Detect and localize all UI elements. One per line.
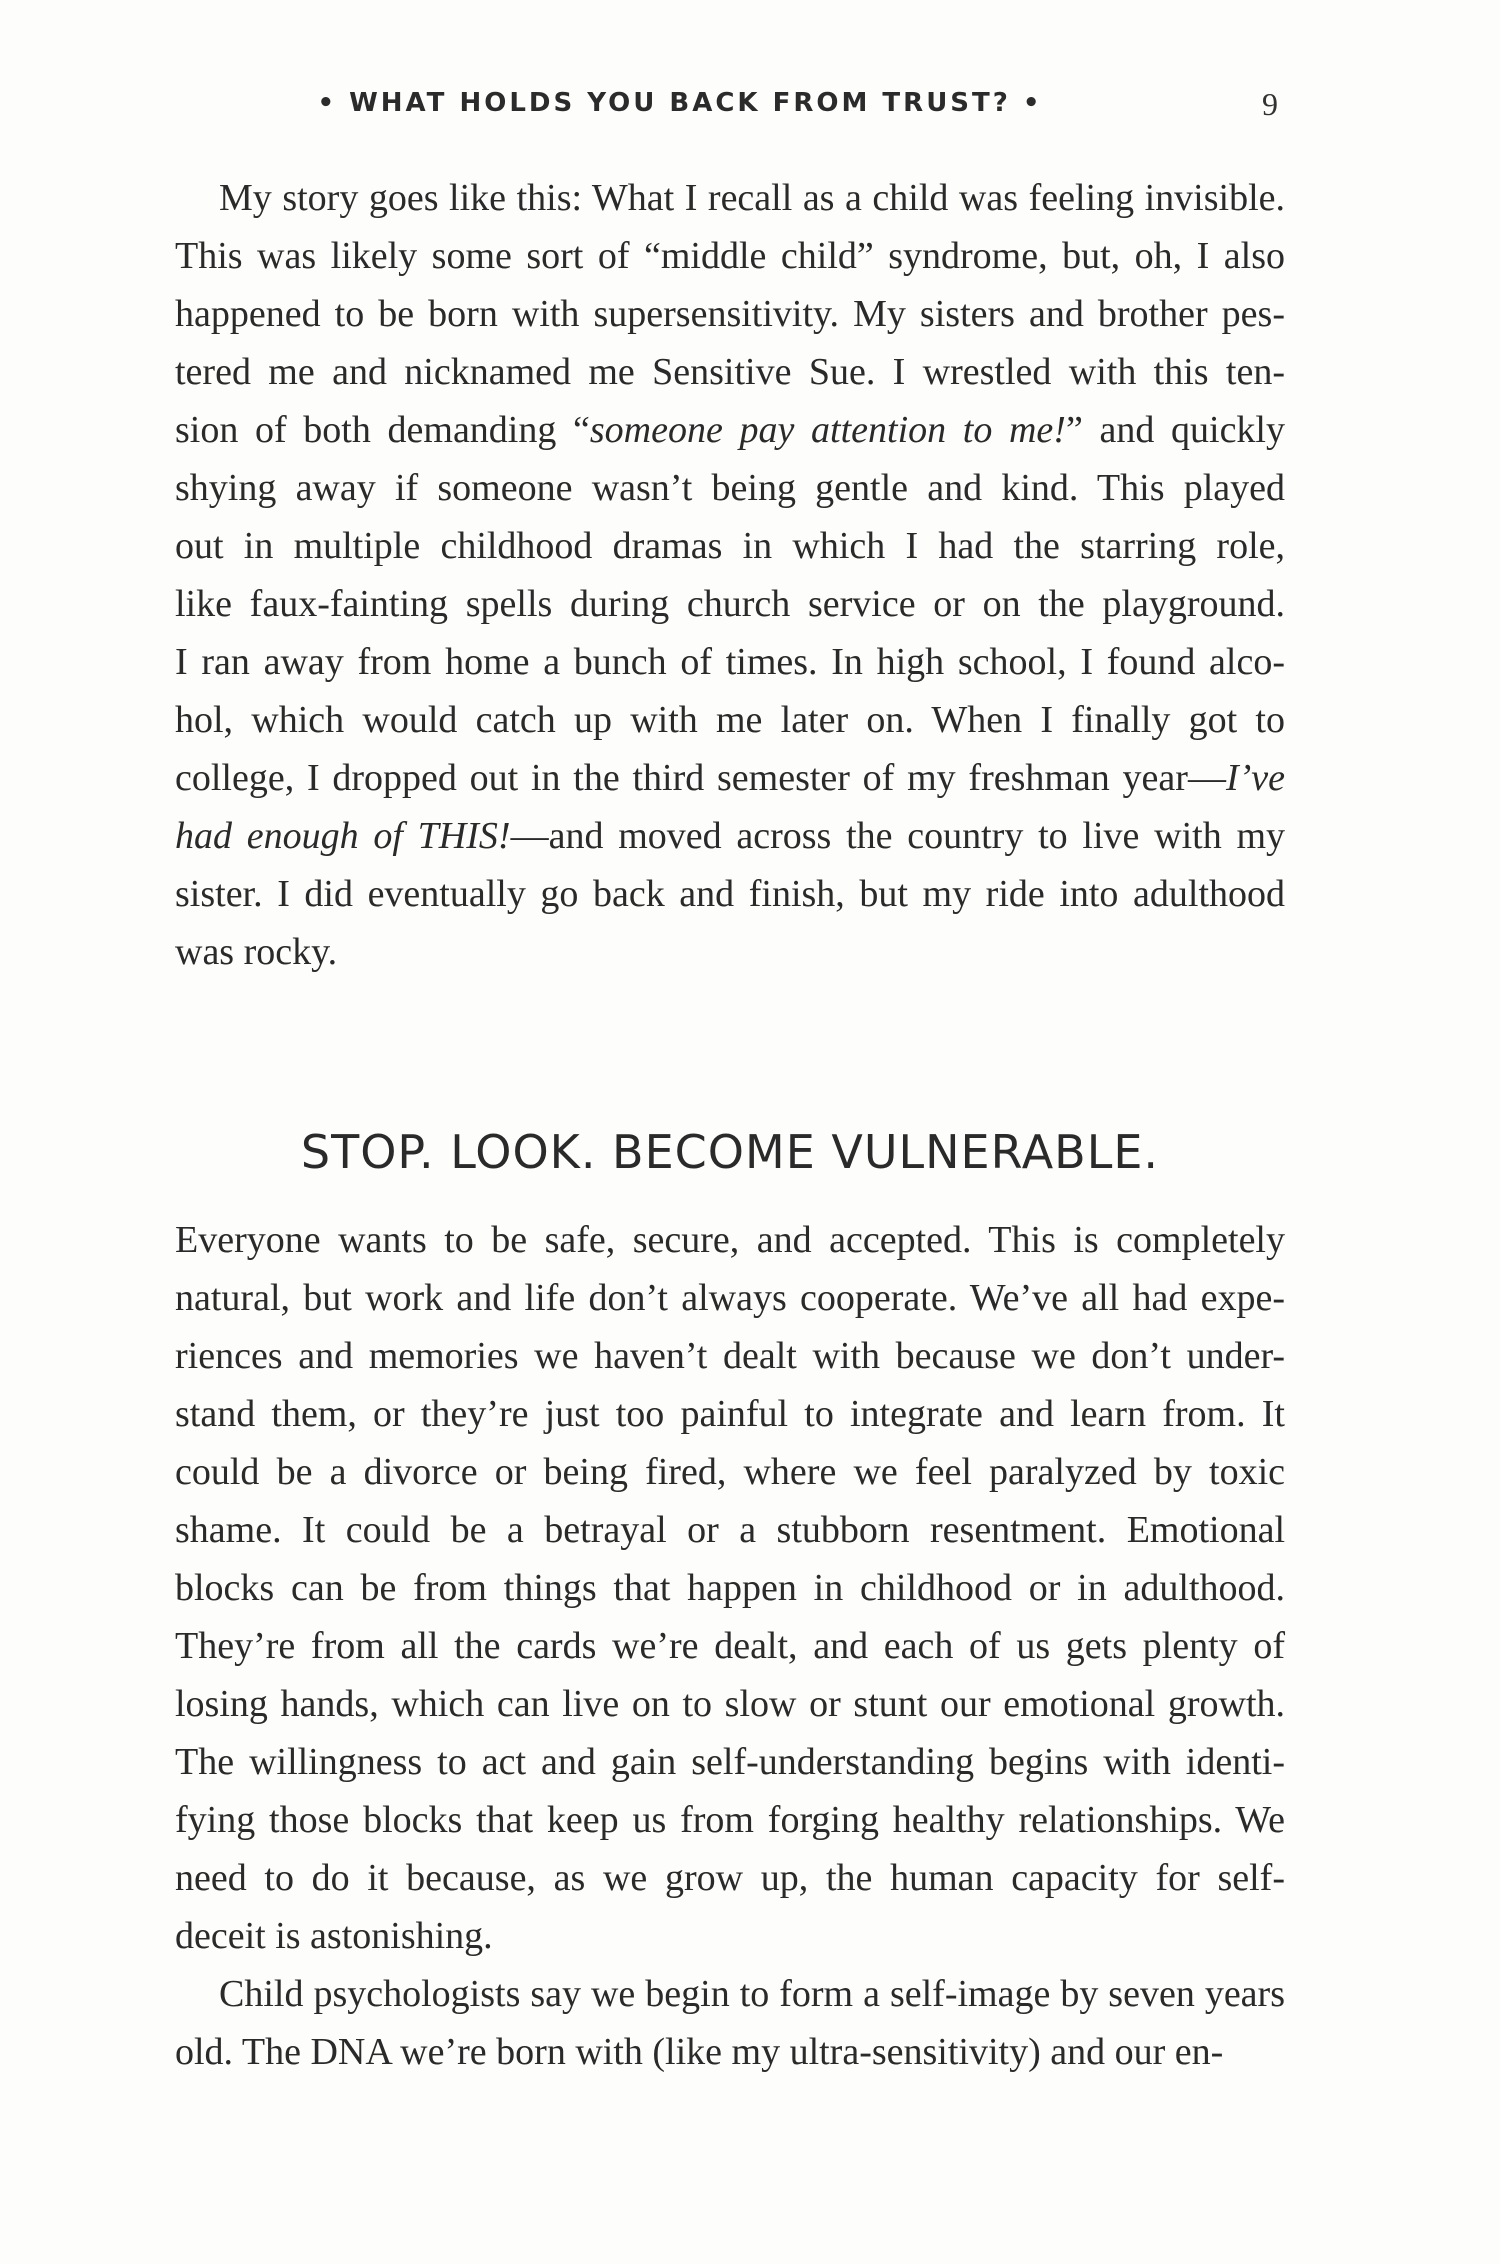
text-segment: losing hands, which can live on to slow or stunt our emotional growth.: [175, 1683, 1285, 1725]
text-segment: They’re from all the cards we’re dealt, and each of us gets plenty of: [175, 1625, 1285, 1667]
text-line: [175, 1791, 1285, 1849]
italic-text: I’ve: [1225, 757, 1285, 799]
text-segment: old. The DNA we’re born with (like my ultra-sensitivity) and our en-: [175, 2031, 1224, 2073]
text-line: [175, 1849, 1285, 1907]
text-line: [175, 343, 1285, 401]
text-segment: need to do it because, as we grow up, the human capacity for self-: [175, 1857, 1285, 1899]
italic-text: someone pay attention to me!: [589, 409, 1066, 451]
text-segment: ” and quickly: [1065, 409, 1285, 451]
text-line: [175, 1385, 1285, 1443]
text-line: [175, 459, 1285, 517]
text-line: [175, 575, 1285, 633]
text-segment: My story goes like this: What I recall as a child was feeling invisible.: [219, 177, 1285, 219]
text-line: [175, 2023, 1285, 2081]
text-line: [175, 285, 1285, 343]
text-segment: shame. It could be a betrayal or a stubborn resentment. Emotional: [175, 1509, 1285, 1551]
text-line: [175, 227, 1285, 285]
text-line: [175, 1327, 1285, 1385]
text-segment: riences and memories we haven’t dealt with because we don’t under-: [175, 1335, 1285, 1377]
text-segment: blocks can be from things that happen in childhood or in adulthood.: [175, 1567, 1285, 1609]
text-segment: This was likely some sort of “middle child” syndrome, but, oh, I also: [175, 235, 1285, 277]
text-line: [175, 1443, 1285, 1501]
text-segment: happened to be born with supersensitivity. My sisters and brother pes-: [175, 293, 1285, 335]
text-line: [175, 1269, 1285, 1327]
page-number: 9: [1262, 86, 1278, 122]
text-line: [175, 1733, 1285, 1791]
text-segment: tered me and nicknamed me Sensitive Sue. I wrestled with this ten-: [175, 351, 1285, 393]
text-segment: —and moved across the country to live with my: [510, 815, 1285, 857]
italic-text: had enough of THIS!: [175, 815, 511, 857]
text-line: [175, 807, 1285, 865]
text-segment: like faux-fainting spells during church service or on the playground.: [175, 583, 1285, 625]
text-segment: sister. I did eventually go back and finish, but my ride into adulthood: [175, 873, 1285, 915]
text-segment: Child psychologists say we begin to form a self-image by seven years: [219, 1973, 1285, 2015]
text-line: [175, 865, 1285, 923]
text-segment: deceit is astonishing.: [175, 1915, 493, 1957]
paragraph-story: [175, 169, 1285, 981]
text-segment: shying away if someone wasn’t being gentle and kind. This played: [175, 467, 1285, 509]
text-line: [175, 1211, 1285, 1269]
text-segment: fying those blocks that keep us from forging healthy relationships. We: [175, 1799, 1285, 1841]
text-segment: stand them, or they’re just too painful to integrate and learn from. It: [175, 1393, 1285, 1435]
text-segment: out in multiple childhood dramas in which I had the starring role,: [175, 525, 1285, 567]
text-line: [175, 633, 1285, 691]
text-line: [175, 1559, 1285, 1617]
section-heading: STOP. LOOK. BECOME VULNERABLE.: [300, 1125, 1160, 1179]
text-line: [175, 1617, 1285, 1675]
text-segment: Everyone wants to be safe, secure, and accepted. This is completely: [175, 1219, 1285, 1261]
text-segment: was rocky.: [175, 931, 338, 973]
text-line: [175, 1501, 1285, 1559]
text-line: [175, 1965, 1285, 2023]
text-line: [175, 517, 1285, 575]
text-line: [175, 691, 1285, 749]
text-segment: The willingness to act and gain self-understanding begins with identi-: [175, 1741, 1285, 1783]
text-line: [175, 749, 1285, 807]
text-line: [175, 401, 1285, 459]
running-header: • WHAT HOLDS YOU BACK FROM TRUST? •: [317, 88, 1043, 118]
text-segment: hol, which would catch up with me later on. When I finally got to: [175, 699, 1285, 741]
text-segment: could be a divorce or being fired, where we feel paralyzed by toxic: [175, 1451, 1285, 1493]
text-segment: I ran away from home a bunch of times. In high school, I found alco-: [175, 641, 1285, 683]
section-body: [175, 1211, 1285, 2081]
text-line: [175, 1907, 1285, 1965]
text-line: [175, 1675, 1285, 1733]
text-segment: sion of both demanding “: [175, 409, 590, 451]
text-segment: college, I dropped out in the third semester of my freshman year—: [175, 757, 1226, 799]
text-segment: natural, but work and life don’t always cooperate. We’ve all had expe-: [175, 1277, 1285, 1319]
text-line: [175, 923, 1285, 981]
text-line: [175, 169, 1285, 227]
